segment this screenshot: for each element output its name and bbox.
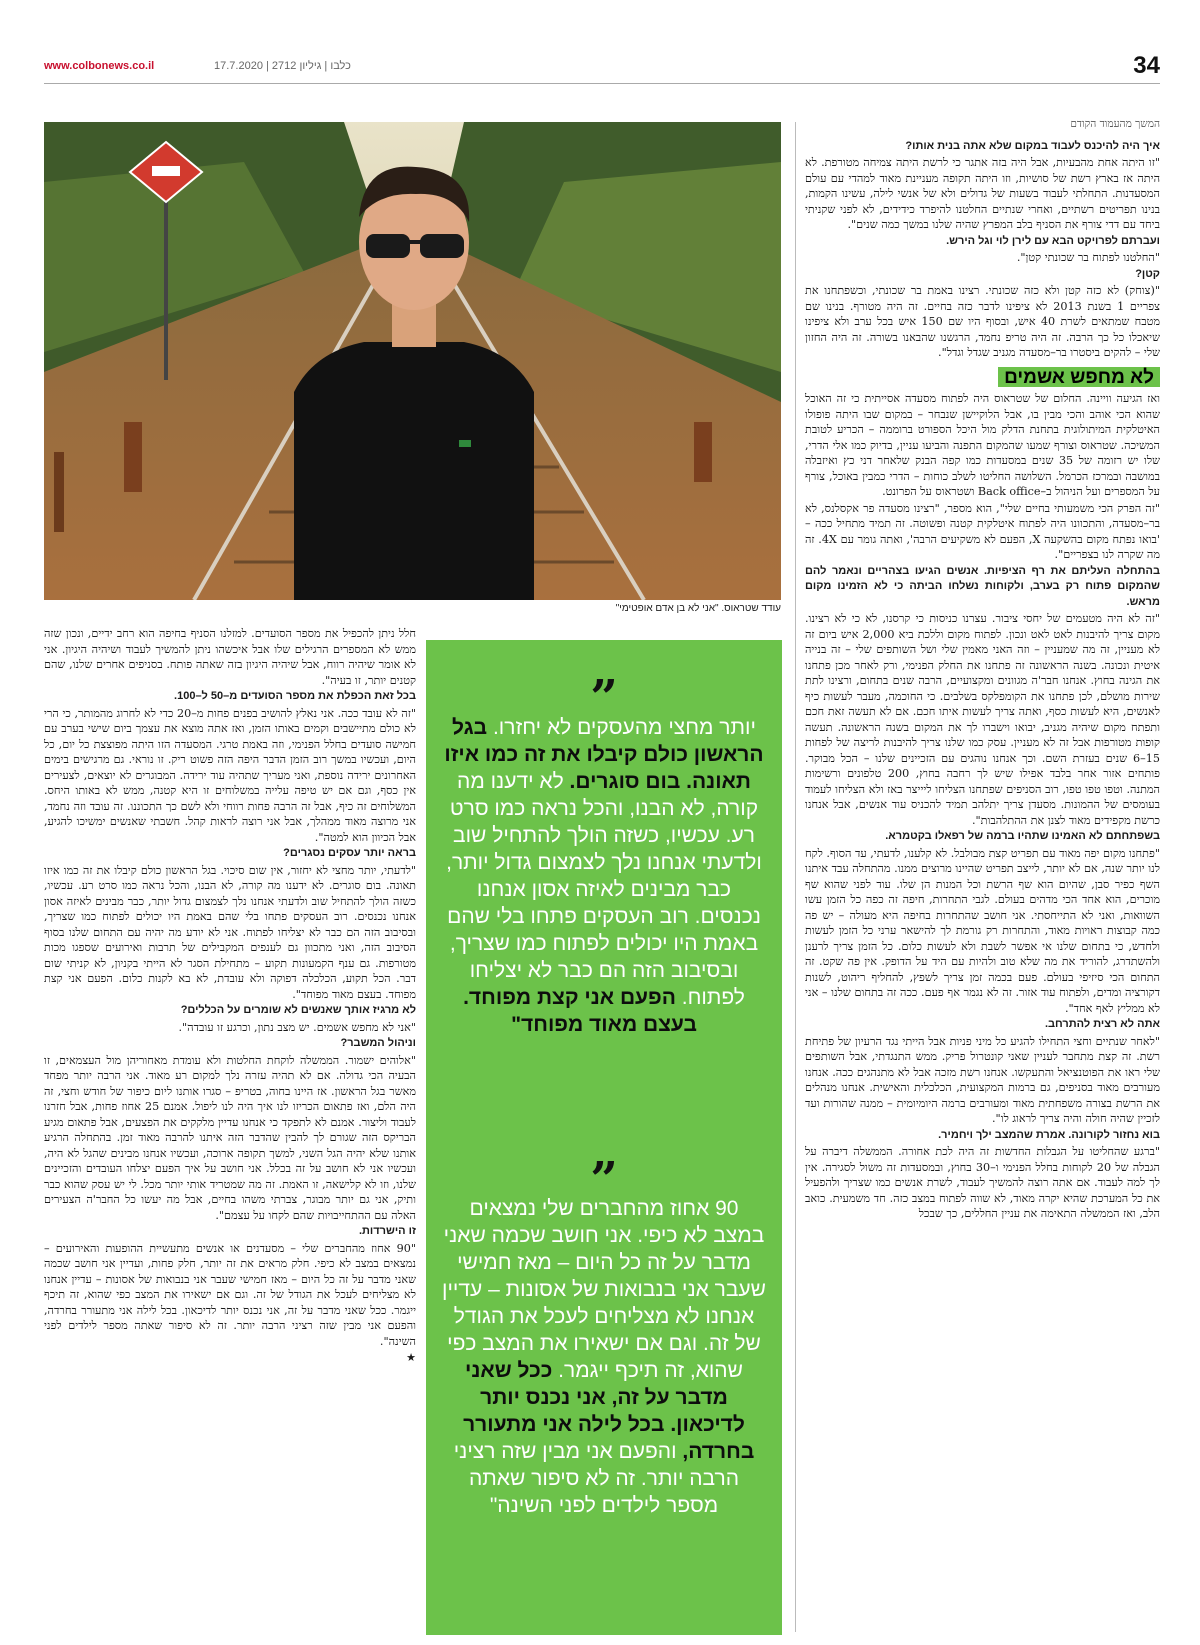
interview-question: אתה לא רצית להתרחב. (1044, 1018, 1160, 1030)
interview-question: בכל זאת הכפלת את מספר הסועדים מ–50 ל–100. (174, 690, 416, 702)
end-mark (44, 1350, 416, 1366)
paragraph: "זו היתה אחת מהבעיות, אבל היה בזה אתגר כי לרשת היתה צמיחה מטורפת. לא היתה אז בארץ רשת של סושיות, וזו היתה תקופה מעניינת מאוד למהדי עם עולם המסעדנות. התחלתי לעבוד בשעות של גדולים ולא של אנשי לילה, עשינו הקמות, בנינו תפריטים רשתיים, ואחרי שנתיים החלטנו להיפרד כידידים, לא לפני שקניתי ביחד עם דדי צורף את הסניף בלב המפרץ שהיה שלנו במשך כמה שנים". (805, 156, 1160, 231)
photo-caption: עודד שטראוס. "אני לא בן אדם אופטימי" (615, 603, 781, 614)
star-icon: ★ (406, 1351, 416, 1364)
quote-mark-icon: ” (590, 1152, 618, 1208)
article-photo (44, 122, 781, 600)
section-subhead: לא מחפש אשמים (805, 367, 1160, 388)
pull-quote-2: 90 אחוז מהחברים שלי נמצאים במצב לא כיפי. אני חושב שכמה שאני מדבר על זה כל היום – מאז חמישי שעבר אני בנבואות של אסונות – עדיין אנחנו לא מצליחים לעכל את הגודל של זה. וגם אם ישאירו את המצב כפי שהוא, זה תיכף ייגמר. ככל שאני מדבר על זה, אני נכנס יותר לדיכאון. בכל לילה אני מתעורר בחרדה, והפעם אני מבין שזה רציני הרבה יותר. זה לא סיפור שאתה מספר לילדים לפני השינה" (442, 1197, 766, 1517)
left-column (44, 626, 416, 1636)
paragraph: "זה הפרק הכי משמעותי בחיים שלי", הוא מספר, "רצינו מסעדה פר אקסלנס, לא בר–מסעדה, והתכוונו היה לפתוח איטלקית קטנה ופשוטה. זה תמיד מתחיל ככה – 'בואו נפתח מקום בהשקעה X, הפעם לא משקיעים הרבה', ואתה גומר עם 4X. זה מה שקרה לנו בצפריים". (805, 501, 1160, 561)
continued-note: המשך מהעמוד הקודם (1070, 118, 1160, 130)
interview-question: איך היה להיכנס לעבוד במקום שלא אתה בנית אותו? (905, 139, 1160, 152)
quote-mark-icon: ” (590, 670, 618, 726)
paragraph: "לדעתי, יותר מחצי לא יחזור, אין שום סיכוי. בגל הראשון כולם קיבלו את זה כמו איזו תאונה. בום סוגרים. לא ידענו מה קורה, לא הבנו, והכל נראה כמו סרט רע. עכשיו, כשזה הולך להתחיל שוב ולדעתי אנחנו נלך לצמצום גדול יותר, כבר מבינים לאיזה אסון אנחנו נכנסים. רוב העסקים פתחו בלי שהם באמת היו יכולים לפתוח כמו שצריך, ובסיבוב הזה הם כבר לא יצליחו לפתוח. אני לא יודע מה יהיה עם התחום שלנו בסוף הסיבוב הזה, ואני מתכוון גם לענפים המקבילים של תרבות ואירועים שספגו מכות מטורפות. גם ענף הקמעונות תקוע – מתחילת הסגר לא הייתי בקניון, לא קניתי שום דבר. הכל תקוע, הכלכלה דפוקה ולא עובדת, לא בא לקנות כלום. הפעם אני קצת מפוחד. בעצם מאוד מפוחד". (44, 863, 416, 1001)
interview-question: לא מרגיז אותך שאנשים לא שומרים על הכללים? (180, 1004, 416, 1016)
issue-info: כלבו | גיליון 2712 | 17.7.2020 (214, 60, 351, 72)
right-column (805, 117, 1160, 1637)
paragraph: "(צוחק) לא כזה קטן ולא כזה שכונתי. רצינו באמת בר שכונתי, וכשפתחנו את צפריים 1 בשנת 2013 לא ציפינו לדבר כזה בחיים. זה היה מטורף. בנינו שם מטבח שמתאים לשרת 40 איש, ובסוף היו שם 150 איש בכל ערב ולא ציפינו שיאכלו כל כך הרבה. זה היה טריפ נחמד, הרגשנו שהבאנו בשורה. זה היה החזון שלי – להקים ביסטרו בר–מסעדה מגניב שגדל וגדל". (805, 284, 1160, 359)
interview-question: זו הישרדות. (358, 1225, 416, 1237)
paragraph: "לאחר שנתיים וחצי התחילו להגיע כל מיני פניות אבל הייתי נגד הרעיון של פתיחת רשת. זה קצת מתחבר לעניין שאני קונטרול פריק. ממש התנגדתי, אבל השותפים שלי ראו את הפוטנציאל והתעקשו. אנחנו רשת מזכה אבל לא מתנהגים ככה. אנחנו מעורבים מאוד בסניפים, גם ברמות המקצועית, הכלכלית והאישית. אנחנו מנהלים את הרשת בצורה משפחתית מאוד ומעורבים ברמה היומיומית – ממנה שהורות ועד לזכיין שהיה חולה והיה צריך לראוג לו". (805, 1034, 1160, 1125)
pull-quote-box (426, 640, 782, 1635)
paragraph: "החלטנו לפתוח בר שכונתי קטן". (1016, 251, 1160, 264)
paragraph: "זה לא היה מטעמים של יחסי ציבור. עצרנו כניסות כי קרסנו, לא כי לא רצינו. מקום צריך להיבנות לאט לאט ונכון. לפתוח מקום וללכת ביא 2,000 איש ביום זה לא מעניין, זה מה שמעניין – וזה האני מאמין שלי ושל השותפים שלי – זה בנייה איטית ונכונה. בשנה הראשונה זה פתחנו את החלק הפנימי, ורק לאחר מכן פתחנו את הגינה בחוץ. אנחנו חבר'ה מגוונים ומקצועיים, הרבה שנים בתחום, ורצינו לתת שירות מושלם, לכן פתחנו את הקומפלקס בשלבים. כי החוכמה, מעבר לעשות כיף לאנשים, היא לעשות כסף, ואתה צריך לעשות איתו חכם. אם לא תעשה זאת חכם ותפתח מקום שיהיה מגניב, יבואו וישברו לך את המקום בשנה הראשונה. תעשה קופות מטורפות אבל זה לא מעניין. עסק כמו שלנו צריך להיבנות לריצה של לפחות 15–6 שנים בעזרת השם. וכך אנחנו נוהגים עם הזכיינים שלנו – הכל מבוקר. פותחים אזור אחר בלבד אפילו שיש לך רחבה בחוץ, 200 טלפונים ורשימות המתנה. וטפו טפו טפו, רוב הסניפים שפתחנו הצליחו ליייצר באז ולא הצליחו לעמוד בעומסים של ההמונות. מסעדן צריך יתלהב תמיד להכניס עוד אנשים, אבל אנחנו כרשת מקפידים מאוד לצנן את ההתלהבות". (805, 612, 1160, 827)
header-rule (44, 83, 1160, 84)
paragraph: "פתחנו מקום יפה מאוד עם תפריט קצת מבולבל. לא קלענו, לדעתי, עד הסוף. לקח לנו יותר שנה, אם לא יותר, לייצב תפריט שהיינו מרוצים ממנו. מהתחלה עבד איתנו השף כפיר סבן, שהיום הוא שף הרשת וכל המנות הן שלו. עוד לפני שהוא שף מוכרים, הוא אחד הכי מדהים בעולם. לגבי התחרות, חיפה זה כפה כל הזמן עשו השוואות, ואני לא התייחסתי. אני חושב שהתחרות בחיפה היא מעולה – יש פה כמה קבוצות ראויות מאוד, והתחרות רק גורמת לך להישאר ערני כל הזמן לעשות ולחדש, כי בתחום שלנו אי אפשר לשבת ולא לעשות כלום. כל הזמן צריך לרענן ולהשתדרג, להוריד את מה שלא טוב ולהיות עם היד על הדופק. אין פה שקט. זה התחום הכי סיזיפי בעולם. פעם בכמה זמן צריך לשפץ, להחליף ריהוט, לשנות דקורציה ומדים, ולפתוח עוד אזור. זה לא נגמר אף פעם. ככה זה בתחום שלנו – אני לא ממליץ לאף אחד". (805, 846, 1160, 1015)
interview-question: ועברתם לפרויקט הבא עם לירן לוי וגל הירש. (946, 234, 1160, 247)
interview-question: בראה יותר עסקים נסגרים? (283, 847, 416, 859)
page-header (44, 52, 1160, 82)
interview-question: בשפתחתם לא האמינו שתהיו ברמה של רפאלו בקטמרא. (885, 830, 1160, 842)
paragraph: ואז הגיעה וויינה. החלום של שטראוס היה לפתוח מסעדה אסייתית כי זה האוכל שהוא הכי אוהב והכי מבין בו, אבל הלוקיישן שנבחר – במקום שבו היתה פופולו האיטלקית המיתולוגית בתחנת הדלק מול היכל הספורט ברוממה – הכריע לטובת המשיכה. שטראוס וצורף שמעו שהמקום התפנה והביעו עניין, בדיוק כמו אלי הדרי, שלו יש רזומה של 35 שנים במסעדות כמו קפה הבנק שלאחר דני כץ ואיזבלה במושבה ובמרכז הכרמל. השלושה החליטו לשלב כוחות – הדרי כמבין באוכל, צורף על המספרים ועל הניהול ב–Back office ושטראוס על הפרונט. (805, 392, 1160, 498)
pull-quote-1: יותר מחצי מהעסקים לא יחזרו. בגל הראשון כולם קיבלו את זה כמו איזו תאונה. בום סוגרים. לא ידענו מה קורה, לא הבנו, והכל נראה כמו סרט רע. עכשיו, כשזה הולך להתחיל שוב ולדעתי אנחנו נלך לצמצום גדול יותר, כבר מבינים לאיזה אסון אנחנו נכנסים. רוב העסקים פתחו בלי שהם באמת היו יכולים לפתוח כמו שצריך, ובסיבוב הזה הם כבר לא יצליחו לפתוח. הפעם אני קצת מפוחד. בעצם מאוד מפוחד" (444, 716, 764, 1036)
paragraph: "אני לא מחפש אשמים. יש מצב נתון, וכרגע זו עובדה". (178, 1020, 416, 1034)
paragraph: חלל ניתן להכפיל את מספר הסועדים. למזלנו הסניף בחיפה הוא רחב ידיים, ונכון שזה ממש לא המספרים הרגילים שלו אבל איכשהו ניתן להמשיך לעבוד ושיהיה היגיון. אני לא אומר שיהיה רווח, אבל שיהיה היגיון בזה שאתה פותח. בסניפים אחרים שלנו, שהם קטנים יותר, זו בעיה". (44, 627, 416, 687)
site-url[interactable]: www.colbonews.co.il (44, 60, 155, 72)
paragraph: "ברגע שהחליטו על הגבלות החדשות זה היה לכת אחורה. הממשלה דיברה על הגבלה של 20 לקוחות בחלל הפנימי ו–30 בחוץ, ובמסעדות זה משול לסגירה. אין לך למה לעבוד. אם אתה רוצה להמשיך לעבוד, לשרת אנשים כמו שצריך ולהפעיל את כל המערכת שהיא יקרה מאוד, לא שווה לפתוח במצב כזה. חד משמעית. כואב הלב, ואז הממשלה התאימה את עניין החללים, כך שבכל (805, 1145, 1160, 1220)
interview-question: וניהול המשבר? (340, 1037, 416, 1049)
interview-question: בוא נחזור לקורונה. אמרת שהמצב ילך ויחמיר. (938, 1128, 1160, 1141)
interview-question: קטן? (1135, 267, 1160, 280)
column-divider (795, 122, 796, 1632)
interview-question: בהתחלה העליתם את רף הציפיות. אנשים הגיעו בצהריים ונאמר להם שהמקום פתוח רק בערב, ולקוחות נשלחו הביתה כי לא הזמינו מקום מראש. (805, 564, 1160, 608)
page-number: 34 (1133, 52, 1160, 79)
paragraph: "זה לא עובד ככה. אני נאלץ להושיב בפנים פחות מ–20 כדי לא לחרוג מהמותר, כי הרי לא כולם מתיישבים וקמים באותו הזמן, ואז אתה מוצא את עצמך ביום שישי בערב עם חמישה סועדים בחלל הפנימי, וזה באמת טרגי. המסעדה הזו היתה מפוצצת כל יום, כל היום, ועכשיו במשך רוב הזמן הדבר היפה הזה פשוט ריק. זו נוראי. גם מרגישים בימים האחרונים ירידה נוספת, ואני מעריך שתהיה עוד ירידה. המבוגרים לא יוצאים, לצעירים אין כסף, וגם אם יש טיפה עלייה במשלוחים זו היא קטנה, ממש לא באותו היחס. המשלוחים זה כיף, אבל זה הרבה פחות רווחי ולא לשם כך התכוננו. זה עובד וזה נחמד, אני מרוצה מאוד ממהלך, אבל אני רוצה לראות קהל. חשבתי שאנשים ימשיכו להגיע, אבל הכיוון הוא למטה". (44, 706, 416, 844)
paragraph: "אלוהים ישמור. הממשלה לוקחת החלטות ולא עומדת מאחוריהן מול העצמאים, זו הבעיה הכי גדולה. אם לא תהיה עזרה נלך למקום רע מאוד. אני הרבה יותר מפחד מאשר בגל הראשון. אז היינו בחוה, בטריפ – סגרו אותנו ליום כיפור של חודש וחצי, זה היה הלם, ואז פתאום הכריזו לנו איך היה לנו ליפול. אמנם 25 אחוז פחות, אבל חזרנו לעבוד וליצור. אמנם לא לתפקד כי אנחנו עדיין מלקקים את הפצעים, אבל פתאום מגיע הבריקס הזה שגורם לך להבין שהדבר הזה איתנו להרבה מאוד זמן. בהתחלה הרגיע אותנו שלא יהיה הגל השני, למשך תקופה ארוכה, ועכשיו אנחנו מבינים שהגל לא היה, ועכשיו אני לא חושב על זה בכלל. אני חושב על איך הפעם יצלחו העובדים והזכיינים שלנו, וזו לא קלישאה, זו האמת. זה מה שמטריד אותי יותר מכל. לי יש עסק שהוא כבר ותיק, אני גם יותר מבוגר, צברתי משהו בחיים, אבל מה יעשו כל החבר'ה הצעירים האלה עם ההתחייבויות שהם לקחו על עצמם". (44, 1053, 416, 1222)
paragraph: "90 אחוז מהחברים שלי – מסעדנים או אנשים מתעשיית ההופעות והאירועים – נמצאים במצב לא כיפי. חלק מראים את זה יותר, חלק פחות, ועדיין אני חושב שכמה שאני מדבר על זה כל היום – מאז חמישי שעבר אני בנבואות של אסונות – עדיין אנחנו לא מצליחים לעכל את הגודל של זה. וגם אם ישאירו את המצב כפי שהוא, זה תיכף ייגמר. ככל שאני מדבר על זה, אני נכנס יותר לדיכאון. בכל לילה אני מתעורר בחרדה, והפעם אני מבין שזה רציני הרבה יותר. זה לא סיפור שאתה מספר לילדים לפני השינה". (44, 1241, 416, 1348)
